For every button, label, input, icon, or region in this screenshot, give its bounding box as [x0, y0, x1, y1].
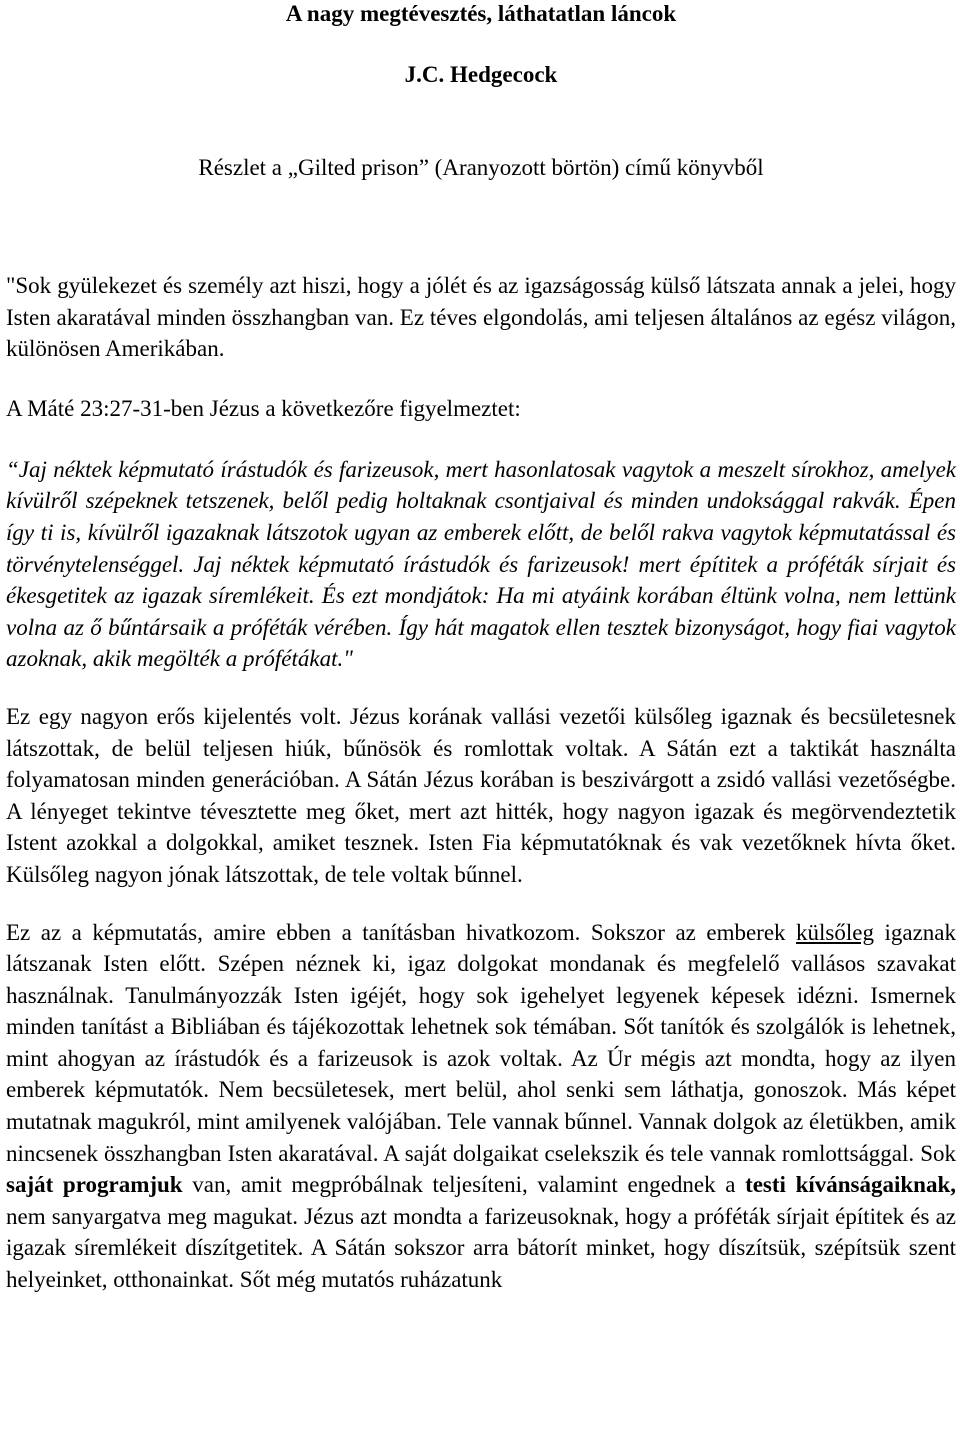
para-text: van, amit megpróbálnak teljesíteni, valamint engednek a	[182, 1172, 746, 1198]
bold-phrase: testi kívánságaiknak,	[745, 1172, 957, 1198]
para-text: Ez az a képmutatás, amire ebben a tanításban hivatkozom. Sokszor az emberek	[6, 919, 797, 945]
scripture-reference-line: A Máté 23:27-31-ben Jézus a következőre figyelmeztet:	[6, 395, 521, 421]
para-text: igaznak látszanak Isten előtt. Szépen néznek ki, igaz dolgokat mondanak és megfelelő vallásos szavakat használnak. Tanulmányozzák Isten igéjét, hogy sok igehelyet legyenek képesek idézni. Ismernek minden tanítást a Bibliában és tájékozottak lehetnek sok témában. Sőt tanítók és szolgálók is lehetnek, mint ahogyan az írástudók és a farizeusok is azok voltak. Az Úr mégis azt mondta, hogy az ilyen emberek képmutatók. Nem becsületesek, mert belül, ahol senki sem láthatja, gonoszok. Más képet mutatnak magukról, mint amilyenek valójában. Tele vannak bűnnel. Vannak dolgok az életükben, amik nincsenek összhangban Isten akaratával. A saját dolgaikat cselekszik és tele vannak romlottsággal. Sok	[6, 919, 957, 1166]
author-name: J.C. Hedgecock	[404, 62, 558, 87]
para-text: nem sanyargatva meg magukat. Jézus azt mondta a farizeusoknak, hogy a próféták sírjait építitek és az igazak síremlékeit díszítgetitek. A Sátán sokszor arra bátorít minket, hogy díszítsük, szépítsük szent helyeinket, otthonainkat. Sőt még mutatós ruházatunk	[6, 1203, 956, 1293]
document-page	[6, 0, 956, 1296]
underlined-word: külsőleg	[796, 919, 874, 945]
excerpt-note: Részlet a „Gilted prison” (Aranyozott börtön) című könyvből	[198, 155, 764, 180]
document-title: A nagy megtévesztés, láthatatlan láncok	[285, 1, 677, 26]
scripture-quote: “Jaj néktek képmutató írástudók és farizeusok, mert hasonlatosak vagytok a meszelt sírokhoz, amelyek kívülről szépeknek tetszenek, belől pedig holtaknak csontjaival és minden undoksággal rakvák. Épen így ti is, kívülről igazaknak látszotok ugyan az emberek előtt, de belől rakva vagytok képmutatással és törvénytelenséggel. Jaj néktek képmutató írástudók és farizeusok! mert építitek a próféták sírjait és ékesgetitek az igazak síremlékeit. És ezt mondjátok: Ha mi atyáink korában éltünk volna, nem lettünk volna az ő bűntársaik a próféták vérében. Így hát magatok ellen tesztek bizonyságot, hogy fiai vagytok azoknak, akik megölték a prófétákat."	[6, 456, 956, 672]
paragraph-commentary: Ez egy nagyon erős kijelentés volt. Jézus korának vallási vezetői külsőleg igaznak és becsületesnek látszottak, de belül teljesen hiúk, bűnösök és romlottak voltak. A Sátán ezt a taktikát használta folyamatosan minden generációban. A Sátán Jézus korában is beszivárgott a zsidó vallási vezetőségbe. A lényeget tekintve tévesztette meg őket, mert azt hitték, hogy nagyon igazak és megörvendeztetik Istent azokkal a dolgokkal, amiket tesznek. Isten Fia képmutatóknak és vak vezetőknek hívta őket. Külsőleg nagyon jónak látszottak, de tele voltak bűnnel.	[6, 703, 956, 887]
bold-phrase: saját programjuk	[6, 1172, 183, 1198]
paragraph-hypocrisy	[6, 917, 956, 1296]
paragraph-intro: "Sok gyülekezet és személy azt hiszi, hogy a jólét és az igazságosság külső látszata annak a jelei, hogy Isten akaratával minden összhangban van. Ez téves elgondolás, ami teljesen általános az egész világon, különösen Amerikában.	[6, 273, 956, 362]
